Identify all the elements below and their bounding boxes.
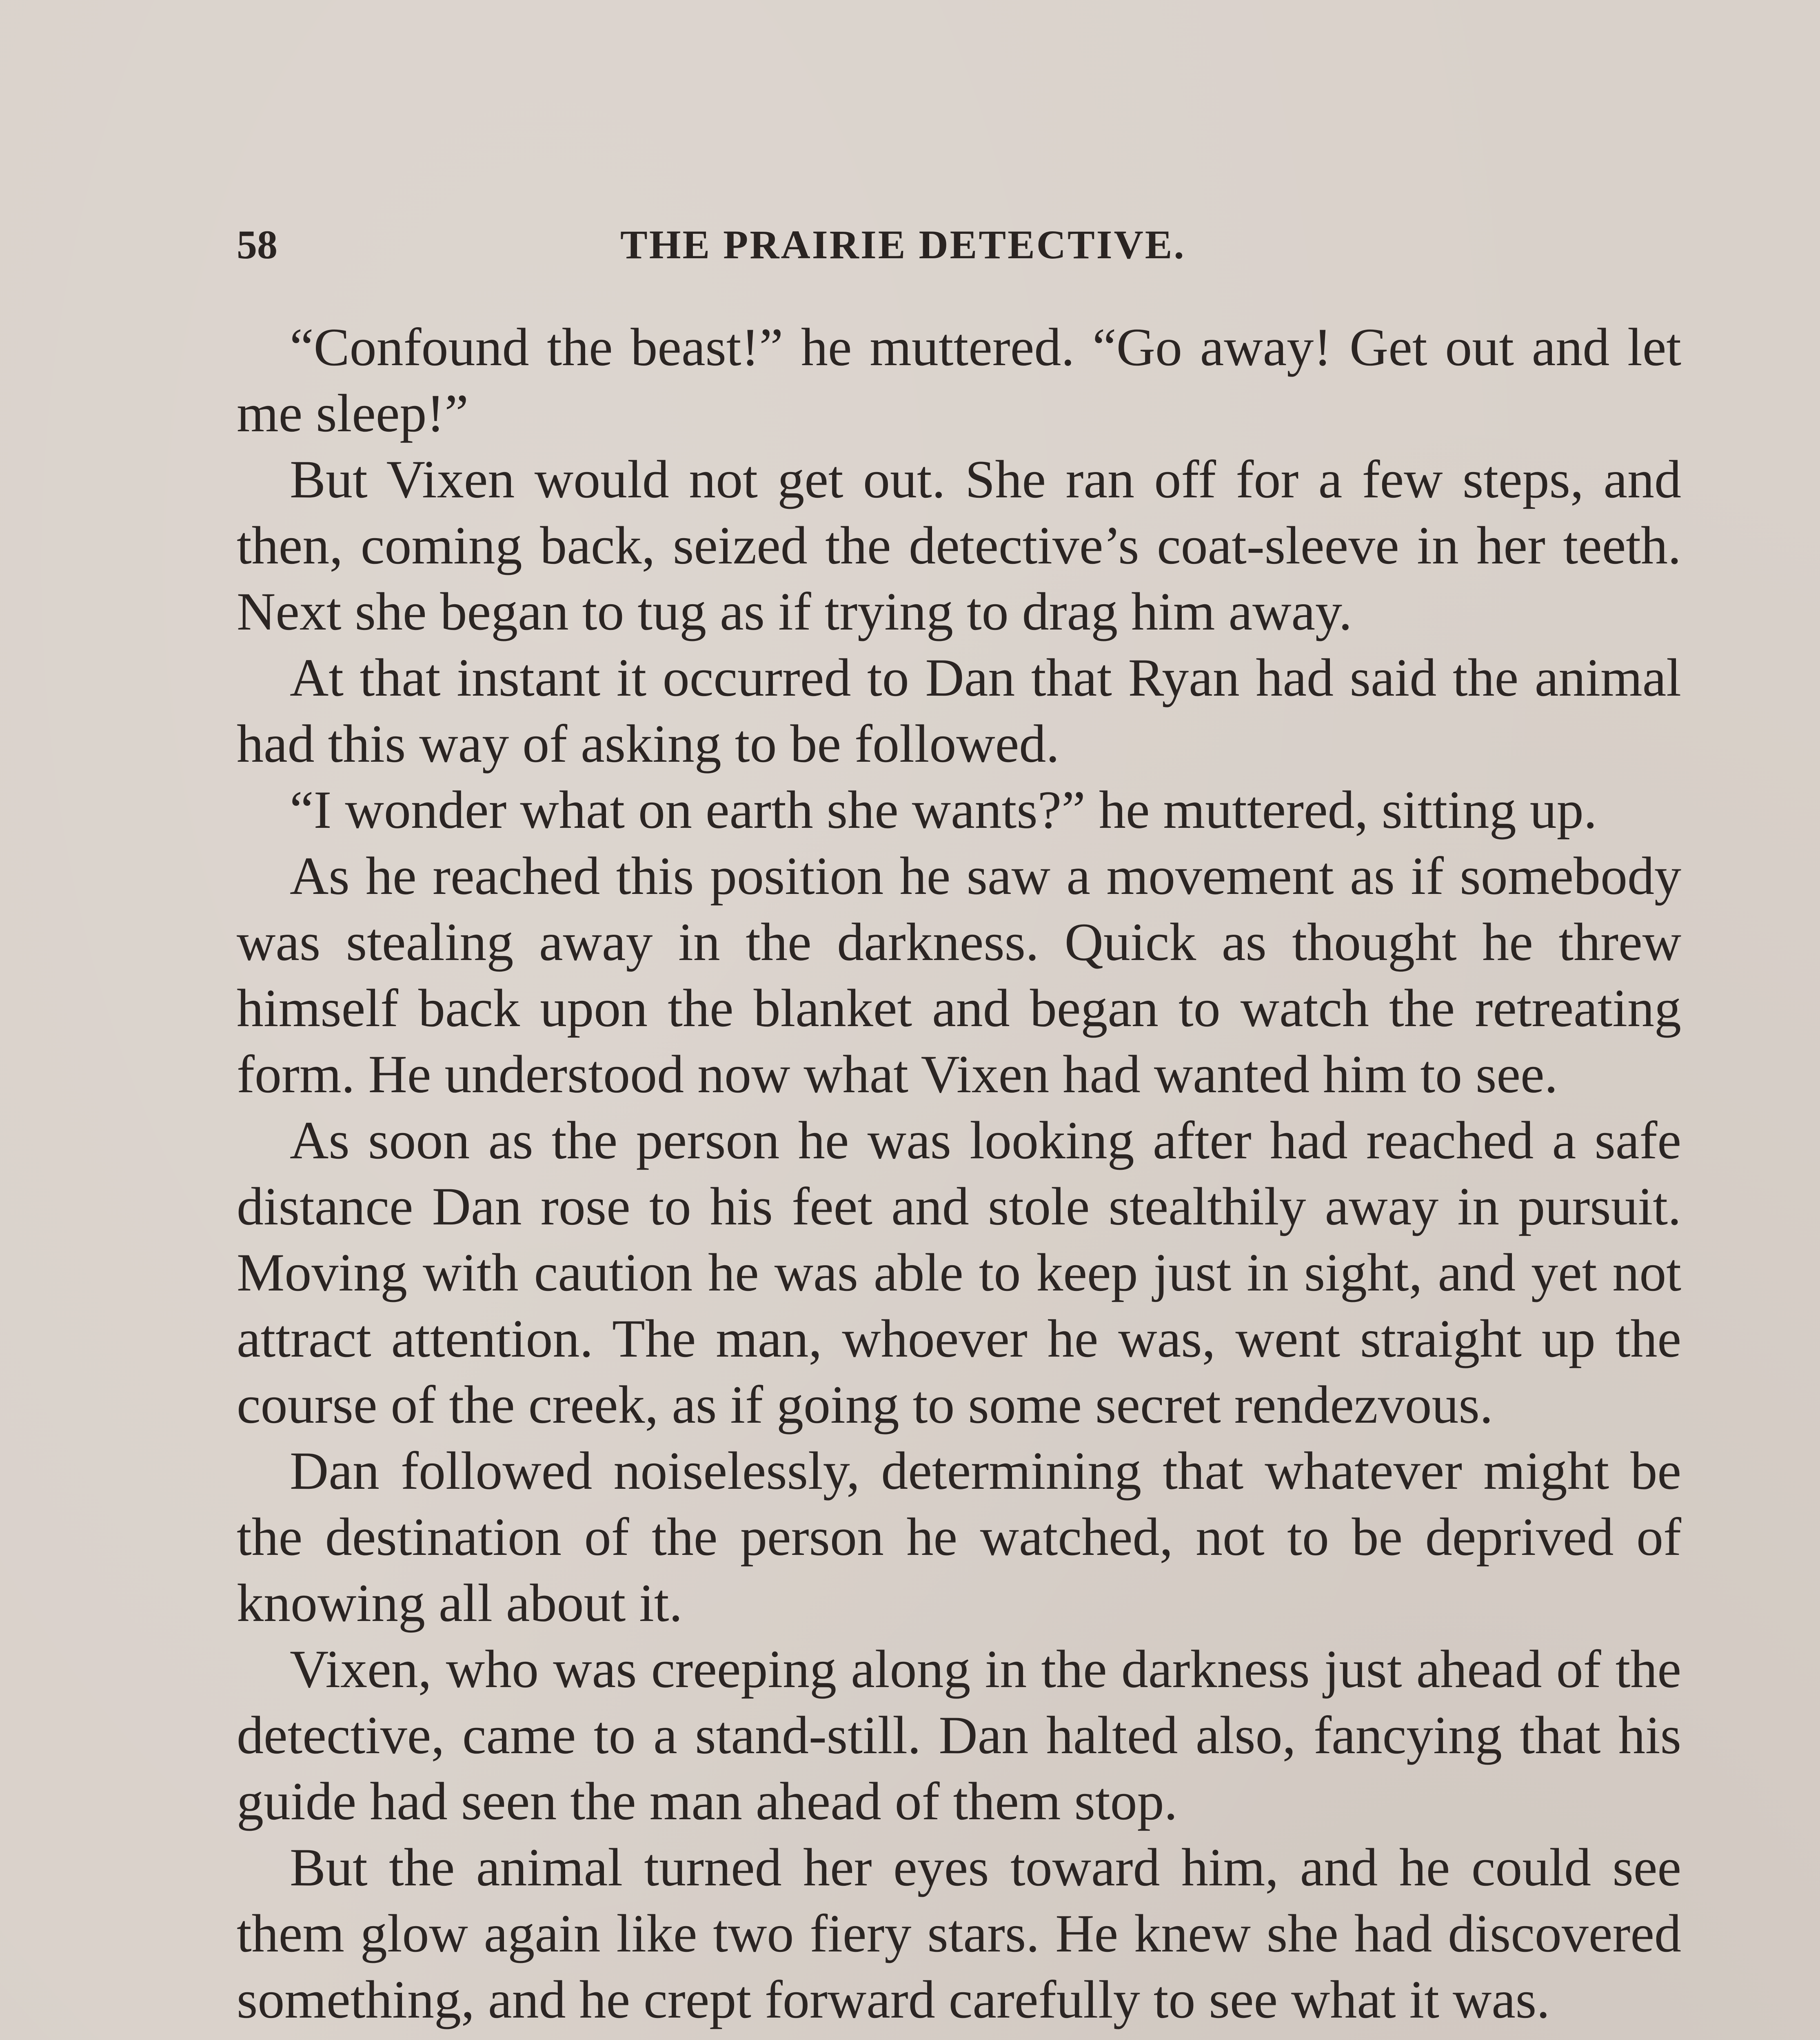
- page-number: 58: [237, 222, 277, 267]
- paragraph: But the animal turned her eyes toward him, and he could see them glow again like two fiery stars. He knew she had discovered something, and he crept forward carefully to see what it was.: [237, 1837, 1681, 2029]
- paragraph: Dan followed noiselessly, determining that whatever might be the destination of the person he watched, not to be deprived of knowing all about it.: [237, 1441, 1681, 1633]
- paragraph: As he reached this position he saw a movement as if somebody was stealing away in the darkness. Quick as thought he threw himself back upon the blanket and began to watch the retreating form. He understood now what Vixen had wanted him to see.: [237, 846, 1681, 1104]
- paragraph: At that instant it occurred to Dan that Ryan had said the animal had this way of asking to be followed.: [237, 647, 1681, 774]
- paragraph: “Confound the beast!” he muttered. “Go away! Get out and let me sleep!”: [237, 317, 1681, 443]
- paragraph: “I wonder what on earth she wants?” he muttered, sitting up.: [290, 780, 1597, 840]
- paragraph: But Vixen would not get out. She ran off for a few steps, and then, coming back, seized the detective’s coat-sleeve in her teeth. Next she began to tug as if trying to drag him away.: [237, 449, 1681, 641]
- paragraph: Vixen, who was creeping along in the darkness just ahead of the detective, came to a stand-still. Dan halted also, fancying that his guide had seen the man ahead of them stop.: [237, 1639, 1681, 1831]
- body-text: [237, 314, 1681, 2033]
- running-head: [237, 212, 1681, 277]
- paragraph: As soon as the person he was looking after had reached a safe distance Dan rose to his feet and stole stealthily away in pursuit. Moving with caution he was able to keep just in sight, and yet not attract attention. The man, whoever he was, went straight up the course of the creek, as if going to some secret rendezvous.: [237, 1110, 1681, 1435]
- book-title: THE PRAIRIE DETECTIVE.: [620, 222, 1186, 267]
